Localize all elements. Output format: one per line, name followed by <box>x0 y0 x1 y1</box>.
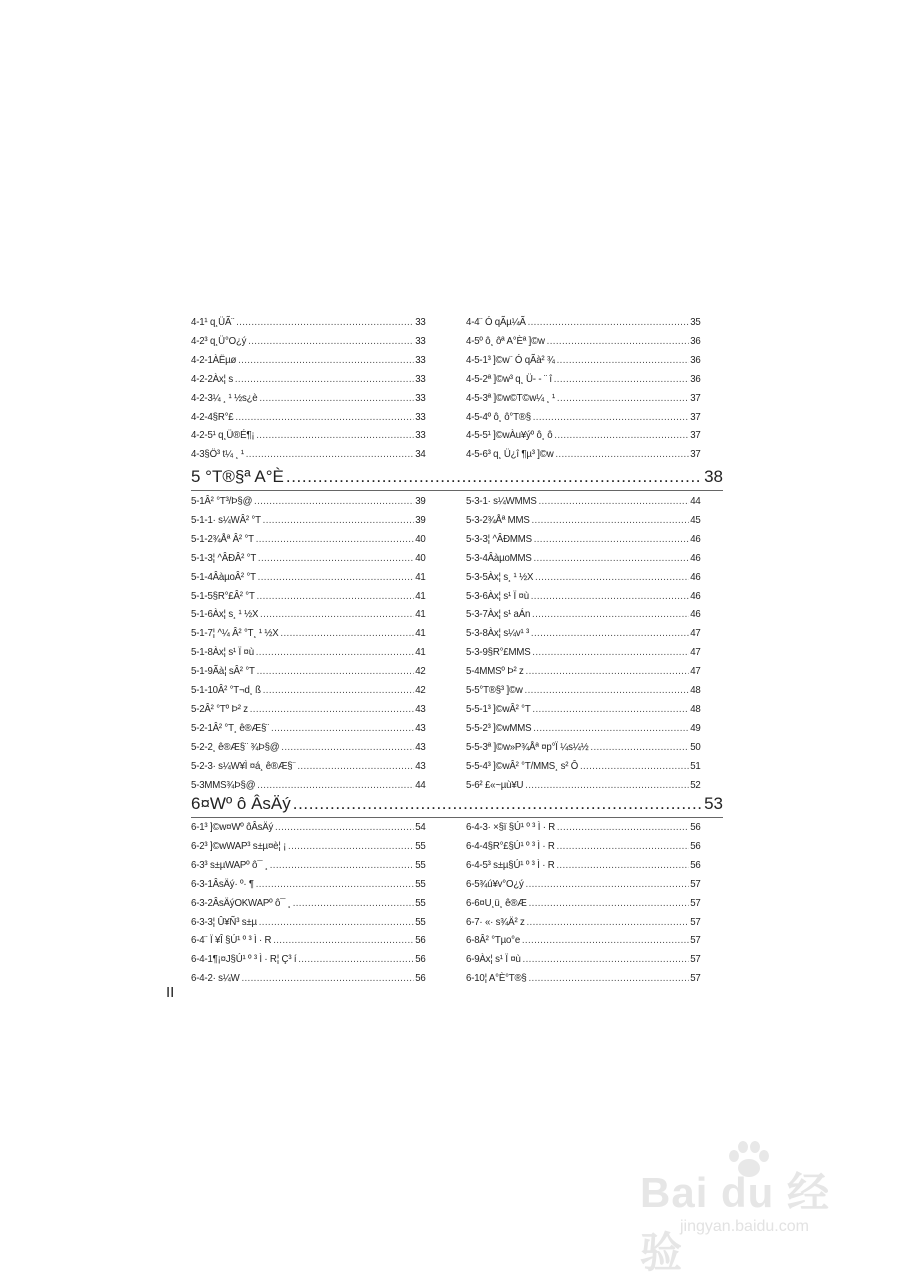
toc-entry[interactable] <box>466 760 701 777</box>
toc-entry-title: 5-3-7Àx¦ s¹ aÁn <box>466 608 531 621</box>
dot-leader <box>256 533 414 545</box>
toc-entry-page-number: 57 <box>690 877 701 890</box>
toc-entry-title: 5-2-1Â² °T¸ ê®Æ§¨ <box>191 721 270 734</box>
toc-entry[interactable] <box>191 608 426 625</box>
toc-entry-title: 6-8Â² °Tµo°e <box>466 934 521 947</box>
chapter-page-number: 53 <box>704 794 723 813</box>
toc-entry-page-number: 33 <box>415 334 426 347</box>
toc-entry-title: 4-5-4º ô¸ ô°T®§ <box>466 410 531 423</box>
dot-leader <box>533 411 689 423</box>
toc-entry-page-number: 37 <box>690 429 701 442</box>
toc-entry-page-number: 33 <box>415 353 426 366</box>
dot-leader <box>298 953 413 965</box>
toc-entry-page-number: 33 <box>415 410 426 423</box>
toc-entry-page-number: 37 <box>690 448 701 461</box>
toc-entry-page-number: 46 <box>690 551 701 564</box>
toc-entry[interactable] <box>191 316 426 333</box>
dot-leader <box>580 760 688 772</box>
toc-entry-page-number: 37 <box>690 391 701 404</box>
toc-entry[interactable] <box>191 448 426 465</box>
toc-entry-page-number: 43 <box>415 721 426 734</box>
toc-entry-title: 4-5-3ª ]©w©T©w¼ ¸ ¹ <box>466 391 556 404</box>
toc-entry-page-number: 41 <box>415 646 426 659</box>
toc-entry-page-number: 51 <box>690 759 701 772</box>
toc-entry[interactable] <box>191 859 426 876</box>
toc-entry-title: 5-4MMSº Þ² z <box>466 665 524 678</box>
toc-entry[interactable] <box>466 590 701 607</box>
dot-leader <box>590 741 688 753</box>
toc-entry-page-number: 44 <box>415 778 426 791</box>
dot-leader <box>526 916 688 928</box>
toc-entry[interactable] <box>191 665 426 682</box>
toc-entry[interactable] <box>191 392 426 409</box>
dot-leader <box>246 448 414 460</box>
toc-entry[interactable] <box>466 722 701 739</box>
toc-entry-title: 4-3§Ö³ t¼ ¸ ¹ <box>191 448 244 461</box>
toc-entry-page-number: 57 <box>690 934 701 947</box>
toc-entry-page-number: 46 <box>690 532 701 545</box>
toc-entry-page-number: 56 <box>415 934 426 947</box>
toc-entry-page-number: 43 <box>415 740 426 753</box>
toc-entry-page-number: 52 <box>690 778 701 791</box>
dot-leader <box>557 840 689 852</box>
toc-entry-page-number: 46 <box>690 570 701 583</box>
toc-entry[interactable] <box>191 779 426 796</box>
dot-leader <box>522 934 689 946</box>
toc-entry-title: 6-4-5³ s±µ§Ú¹ º ³ Ì · R <box>466 858 555 871</box>
toc-entry-title: 5-1-4ÂàµoÂ² °T <box>191 570 256 583</box>
toc-entry[interactable] <box>191 552 426 569</box>
toc-entry-title: 5-3-2¾Åª MMS <box>466 513 530 526</box>
toc-entry-title: 6-5¾ú¥v°O¿ý <box>466 877 524 890</box>
watermark <box>640 1140 860 1276</box>
toc-entry[interactable] <box>191 495 426 512</box>
toc-entry[interactable] <box>191 840 426 857</box>
toc-entry-page-number: 47 <box>690 646 701 659</box>
toc-entry-page-number: 43 <box>415 759 426 772</box>
toc-entry-title: 4-5-6³ q¸ Ü¿î ¶µ³ ]©w <box>466 448 554 461</box>
toc-entry-page-number: 42 <box>415 665 426 678</box>
dot-leader <box>238 354 413 366</box>
toc-entry-page-number: 57 <box>690 896 701 909</box>
toc-entry-title: 6-1³ ]©w¤Wº ôÂsÄý <box>191 821 274 833</box>
toc-entry[interactable] <box>466 821 701 838</box>
toc-entry[interactable] <box>466 448 701 465</box>
toc-entry[interactable] <box>191 646 426 663</box>
toc-entry-title: 4-2-5¹ q¸Ü®É¶¡ <box>191 429 255 442</box>
toc-entry-title: 5-2-3· s¼W¥Ì ¤á¸ ê®Æ§¨ <box>191 759 296 772</box>
toc-entry-title: 5-3-9§R°£MMS <box>466 646 531 659</box>
dot-leader <box>259 916 414 928</box>
dot-leader <box>271 722 413 734</box>
toc-entry[interactable] <box>466 646 701 663</box>
toc-entry[interactable] <box>466 354 701 371</box>
dot-leader <box>554 373 689 385</box>
toc-entry-title: 5-1-6Àx¦ s¸ ¹ ½X <box>191 608 259 621</box>
toc-entry-title: 6-7· «· s¾Ä² z <box>466 915 525 928</box>
dot-leader <box>257 665 414 677</box>
toc-entry[interactable] <box>466 665 701 682</box>
chapter-6-rule <box>191 817 723 818</box>
chapter-5-rule <box>191 490 723 491</box>
toc-entry[interactable] <box>191 703 426 720</box>
page-folio: II <box>166 984 175 1001</box>
toc-entry[interactable] <box>466 840 701 857</box>
toc-entry[interactable] <box>466 953 701 970</box>
toc-entry[interactable] <box>466 552 701 569</box>
toc-entry[interactable] <box>466 373 701 390</box>
toc-entry[interactable] <box>191 760 426 777</box>
chapter-page-number: 38 <box>704 467 723 486</box>
dot-leader <box>557 392 688 404</box>
dot-leader <box>235 373 414 385</box>
toc-entry[interactable] <box>466 934 701 951</box>
toc-entry-title: 5-5-4³ ]©wÂ² °T/MMS¸ s² Ô <box>466 759 579 772</box>
dot-leader <box>270 859 414 871</box>
dot-leader <box>528 972 688 984</box>
toc-entry[interactable] <box>466 779 701 796</box>
dot-leader <box>263 514 414 526</box>
dot-leader <box>532 608 688 620</box>
toc-entry-title: 5-3-3¦ ^ÂÐMMS <box>466 532 532 545</box>
dot-leader <box>534 533 689 545</box>
toc-entry-title: 5-2-2¸ ê®Æ§¨ ¾Þ§@ <box>191 740 280 753</box>
toc-entry[interactable] <box>466 916 701 933</box>
dot-leader <box>273 934 413 946</box>
toc-entry-page-number: 55 <box>415 858 426 871</box>
toc-entry-title: 4-2-1ÀËµø <box>191 353 237 366</box>
toc-entry[interactable] <box>191 916 426 933</box>
toc-entry-title: 4-5-1³ ]©w¨ Ó qÃà² ¾ <box>466 353 555 366</box>
toc-entry-page-number: 55 <box>415 915 426 928</box>
toc-entry[interactable] <box>191 627 426 644</box>
dot-leader <box>263 684 414 696</box>
toc-entry-page-number: 50 <box>690 740 701 753</box>
toc-entry-title: 6-6¤U¸ü¸ ê®Æ <box>466 896 527 909</box>
toc-entry-page-number: 54 <box>415 821 426 833</box>
dot-leader <box>248 335 413 347</box>
toc-entry[interactable] <box>191 972 426 989</box>
dot-leader <box>297 760 413 772</box>
toc-entry[interactable] <box>191 897 426 914</box>
dot-leader <box>280 627 413 639</box>
toc-entry-page-number: 33 <box>415 316 426 328</box>
dot-leader <box>535 571 688 583</box>
dot-leader <box>557 354 689 366</box>
dot-leader <box>523 953 689 965</box>
toc-entry-page-number: 40 <box>415 551 426 564</box>
toc-entry-title: 5-5-2³ ]©wMMS <box>466 721 532 734</box>
toc-entry-title: 5-1-7¦ ^¼ Â² °T¸ ¹ ½X <box>191 627 279 640</box>
toc-entry-page-number: 35 <box>690 316 701 328</box>
toc-entry[interactable] <box>466 878 701 895</box>
dot-leader <box>257 590 414 602</box>
dot-leader <box>557 821 689 833</box>
toc-entry-page-number: 37 <box>690 410 701 423</box>
toc-entry-title: 4-2-2Àx¦ s <box>191 372 234 385</box>
dot-leader <box>533 552 688 564</box>
dot-leader <box>528 316 689 328</box>
toc-entry-page-number: 41 <box>415 608 426 621</box>
dot-leader <box>525 779 688 791</box>
toc-entry-title: 6-4-2· s¼W <box>191 972 240 985</box>
toc-entry[interactable] <box>191 590 426 607</box>
toc-entry-page-number: 33 <box>415 391 426 404</box>
toc-entry-title: 4-4¨ Ó qÃµ¼Ã <box>466 316 526 328</box>
toc-entry-page-number: 41 <box>415 589 426 602</box>
dot-leader <box>259 392 413 404</box>
dot-leader <box>293 897 414 909</box>
toc-entry-title: 5-1-1· s¼WÂ² °T <box>191 513 261 526</box>
toc-entry[interactable] <box>466 684 701 701</box>
toc-entry-title: 4-2-4§R°£ <box>191 410 234 423</box>
dot-leader <box>258 571 414 583</box>
toc-entry-title: 6-4-1¶¡¤J§Ú¹ º ³ Ì · R¦ Ç³ í <box>191 953 297 966</box>
toc-entry-page-number: 56 <box>415 953 426 966</box>
toc-entry-page-number: 57 <box>690 953 701 966</box>
dot-leader <box>257 779 413 791</box>
toc-entry[interactable] <box>466 335 701 352</box>
toc-entry[interactable] <box>466 495 701 512</box>
toc-entry-page-number: 36 <box>690 372 701 385</box>
toc-entry-title: 5-3-4ÂàµoMMS <box>466 551 532 564</box>
toc-entry-title: 6-9Àx¦ s¹ Ï ¤ù <box>466 953 521 966</box>
dot-leader <box>241 972 413 984</box>
toc-entry[interactable] <box>191 514 426 531</box>
toc-entry-title: 4-1¹ q¸ÜÃ¨ <box>191 316 235 328</box>
toc-entry-title: 5-5-1³ ]©wÂ² °T <box>466 702 531 715</box>
toc-entry[interactable] <box>191 571 426 588</box>
dot-leader <box>529 897 689 909</box>
toc-entry[interactable] <box>466 741 701 758</box>
toc-entry-page-number: 41 <box>415 570 426 583</box>
toc-entry-page-number: 33 <box>415 429 426 442</box>
toc-entry[interactable] <box>191 934 426 951</box>
toc-entry-page-number: 36 <box>690 334 701 347</box>
toc-entry-page-number: 36 <box>690 353 701 366</box>
toc-entry-page-number: 56 <box>415 972 426 985</box>
toc-entry[interactable] <box>466 897 701 914</box>
toc-entry-page-number: 57 <box>690 915 701 928</box>
toc-entry-title: 6-4¨ Ï ¥Î §Ú¹ º ³ Ì · R <box>191 934 272 947</box>
toc-entry-title: 4-5-2ª ]©w³ q¸ Ü- - ¨ î <box>466 372 552 385</box>
toc-entry-title: 4-5º ô¸ ôª A°Èª ]©w <box>466 334 545 347</box>
chapter-title: 6¤Wº ô ÂsÄý <box>191 794 291 813</box>
dot-leader <box>256 646 414 658</box>
toc-entry-title: 6-3³ s±µWAPº ô¯ ¸ <box>191 858 268 871</box>
dot-leader <box>288 840 413 852</box>
toc-entry[interactable] <box>191 411 426 428</box>
toc-entry-page-number: 47 <box>690 665 701 678</box>
dot-leader <box>525 684 689 696</box>
toc-entry-title: 5-3-8Àx¦ s¼v¹ ³ <box>466 627 530 640</box>
toc-entry-title: 5-2Â² °Tº Þ² z <box>191 702 248 715</box>
toc-entry[interactable] <box>466 429 701 446</box>
toc-entry[interactable] <box>191 335 426 352</box>
dot-leader <box>293 794 702 814</box>
toc-entry-title: 5-1-3¦ ^ÂÐÂ² °T <box>191 551 257 564</box>
toc-entry-page-number: 56 <box>690 858 701 871</box>
toc-entry-page-number: 45 <box>690 513 701 526</box>
dot-leader <box>554 429 688 441</box>
toc-entry-title: 5-1-2¾Åª Â² °T <box>191 532 254 545</box>
toc-entry-title: 6-3-1ÂsÄý· º· ¶ <box>191 877 254 890</box>
dot-leader <box>286 467 702 487</box>
dot-leader <box>531 590 689 602</box>
dot-leader <box>281 741 413 753</box>
toc-entry-title: 5-1-10Â² °T¬d¸ ß <box>191 684 261 696</box>
toc-entry[interactable] <box>191 821 426 838</box>
toc-entry[interactable] <box>466 411 701 428</box>
dot-leader <box>532 646 688 658</box>
dot-leader <box>235 411 413 423</box>
toc-entry[interactable] <box>466 514 701 531</box>
dot-leader <box>555 448 688 460</box>
toc-entry-title: 5-1-9Ãà¦ sÂ² °T <box>191 665 255 678</box>
toc-entry-page-number: 56 <box>690 839 701 852</box>
toc-entry-title: 5-6² £«~µù¥U <box>466 778 524 791</box>
dot-leader <box>531 514 688 526</box>
dot-leader <box>531 627 688 639</box>
toc-entry-title: 4-2-3¼ ¸ ¹ ½s¿è <box>191 391 258 404</box>
toc-entry-page-number: 55 <box>415 896 426 909</box>
toc-entry-title: 5-3-6Àx¦ s¹ Ï ¤ù <box>466 589 529 602</box>
dot-leader <box>547 335 689 347</box>
toc-entry-page-number: 49 <box>690 721 701 734</box>
toc-entry-page-number: 46 <box>690 589 701 602</box>
toc-entry-title: 6-3-3¦ Û¥Ñ³ s±µ <box>191 915 257 928</box>
dot-leader <box>538 495 688 507</box>
toc-entry[interactable] <box>191 373 426 390</box>
toc-entry-page-number: 43 <box>415 702 426 715</box>
toc-entry-title: 5-1Â² °T³/Þ§@ <box>191 495 253 507</box>
dot-leader <box>258 552 413 564</box>
dot-leader <box>532 703 688 715</box>
toc-entry-title: 5-5-3ª ]©w»P¾Åª ¤p°Ï ¼s¼½ <box>466 740 589 753</box>
toc-entry-title: 4-2³ q¸Ü°O¿ý <box>191 334 247 347</box>
toc-entry[interactable] <box>466 703 701 720</box>
toc-entry-page-number: 57 <box>690 972 701 985</box>
toc-entry[interactable] <box>466 859 701 876</box>
toc-entry-page-number: 34 <box>415 448 426 461</box>
watermark-logo: Bai du 经验 <box>640 1169 831 1276</box>
chapter-title: 5 °T®§ª A°È <box>191 467 284 486</box>
dot-leader <box>250 703 414 715</box>
toc-entry-page-number: 44 <box>690 495 701 507</box>
toc-entry-page-number: 56 <box>690 821 701 833</box>
dot-leader <box>236 316 413 328</box>
dot-leader <box>526 878 689 890</box>
toc-entry-page-number: 39 <box>415 495 426 507</box>
toc-entry-page-number: 41 <box>415 627 426 640</box>
toc-entry[interactable] <box>191 684 426 701</box>
toc-entry-title: 5-3-5Àx¦ s¸ ¹ ½X <box>466 570 534 583</box>
toc-entry-title: 6-4-3· ×§ï §Ú¹ º ³ Ì · R <box>466 821 556 833</box>
dot-leader <box>260 608 413 620</box>
toc-entry[interactable] <box>191 878 426 895</box>
toc-entry-page-number: 39 <box>415 513 426 526</box>
dot-leader <box>254 495 413 507</box>
toc-entry-title: 6-2³ ]©wWAP³ s±µ¤è¦ ¡ <box>191 839 287 852</box>
toc-entry-page-number: 55 <box>415 839 426 852</box>
toc-entry-title: 6-10¦ A°È°T®§ <box>466 972 527 985</box>
toc-entry[interactable] <box>191 953 426 970</box>
toc-entry-title: 5-1-5§R°£Â² °T <box>191 589 255 602</box>
dot-leader <box>526 665 689 677</box>
toc-entry-title: 5-1-8Àx¦ s¹ Ï ¤ù <box>191 646 254 659</box>
toc-entry[interactable] <box>466 972 701 989</box>
toc-entry[interactable] <box>191 429 426 446</box>
dot-leader <box>256 429 413 441</box>
dot-leader <box>533 722 688 734</box>
toc-entry[interactable] <box>191 354 426 371</box>
toc-entry[interactable] <box>466 608 701 625</box>
toc-entry-title: 4-5-5¹ ]©wÀu¥ýº ô¸ ô <box>466 429 553 442</box>
toc-entry-page-number: 48 <box>690 702 701 715</box>
toc-entry[interactable] <box>466 392 701 409</box>
watermark-url: jingyan.baidu.com <box>680 1218 809 1235</box>
dot-leader <box>275 821 413 833</box>
toc-entry-page-number: 33 <box>415 372 426 385</box>
toc-entry-title: 5-3-1· s¼WMMS <box>466 495 537 507</box>
toc-entry-title: 6-3-2ÂsÄýOKWAPº ô¯ ¸ <box>191 896 291 909</box>
toc-entry-page-number: 55 <box>415 877 426 890</box>
dot-leader <box>556 859 688 871</box>
toc-entry[interactable] <box>466 627 701 644</box>
toc-entry-page-number: 42 <box>415 684 426 696</box>
toc-entry[interactable] <box>191 533 426 550</box>
toc-entry-title: 5-5°T®§³ ]©w <box>466 684 523 696</box>
toc-entry-page-number: 47 <box>690 627 701 640</box>
toc-entry-title: 6-4-4§R°£§Ú¹ º ³ Ì · R <box>466 839 555 852</box>
toc-entry[interactable] <box>466 571 701 588</box>
dot-leader <box>256 878 414 890</box>
toc-entry[interactable] <box>191 722 426 739</box>
toc-entry-page-number: 48 <box>690 684 701 696</box>
toc-entry[interactable] <box>466 533 701 550</box>
toc-entry-title: 5-3MMS¾Þ§@ <box>191 778 256 791</box>
toc-entry[interactable] <box>191 741 426 758</box>
toc-entry[interactable] <box>466 316 701 333</box>
toc-entry-page-number: 46 <box>690 608 701 621</box>
toc-entry-page-number: 40 <box>415 532 426 545</box>
